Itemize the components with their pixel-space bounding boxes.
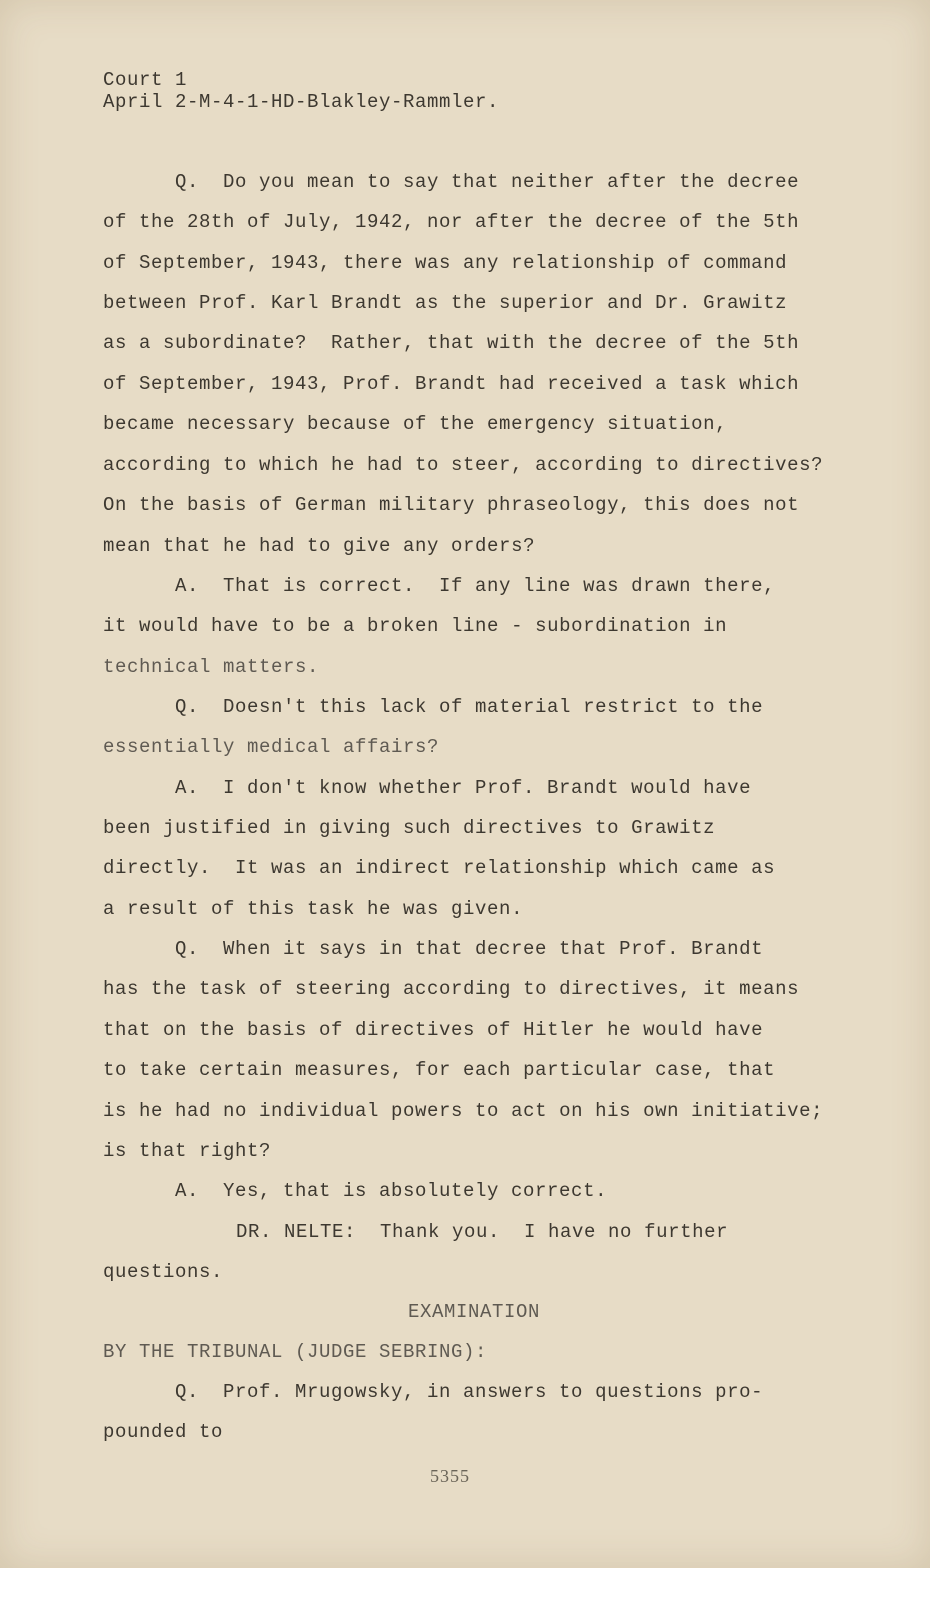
court-label: Court 1 [103,69,188,91]
transcript-line: it would have to be a broken line - subordination in [103,615,728,637]
transcript-line: A. That is correct. If any line was drawn there, [175,575,776,597]
transcript-line: is that right? [103,1140,272,1162]
transcript-line: been justified in giving such directives to Grawitz [103,817,716,839]
page-number: 5355 [430,1466,470,1486]
transcript-line: DR. NELTE: Thank you. I have no further [236,1221,729,1243]
transcript-line: according to which he had to steer, according to directives? [103,454,824,476]
section-heading: EXAMINATION [408,1301,541,1323]
transcript-line: as a subordinate? Rather, that with the decree of the 5th [103,332,800,354]
transcript-line: essentially medical affairs? [103,736,440,758]
session-reference: April 2-M-4-1-HD-Blakley-Rammler. [103,91,500,113]
section-subheading: BY THE TRIBUNAL (JUDGE SEBRING): [103,1341,488,1363]
transcript-line: A. I don't know whether Prof. Brandt would have [175,777,752,799]
transcript-line: Q. Doesn't this lack of material restrict to the [175,696,764,718]
transcript-line: On the basis of German military phraseology, this does not [103,494,800,516]
transcript-line: of September, 1943, there was any relationship of command [103,252,788,274]
transcript-line: to take certain measures, for each particular case, that [103,1059,776,1081]
transcript-line: pounded to [103,1421,224,1443]
transcript-line: Q. Prof. Mrugowsky, in answers to questions pro- [175,1381,764,1403]
transcript-line: of the 28th of July, 1942, nor after the decree of the 5th [103,211,800,233]
transcript-line: directly. It was an indirect relationship which came as [103,857,776,879]
transcript-line: became necessary because of the emergency situation, [103,413,728,435]
transcript-line: A. Yes, that is absolutely correct. [175,1180,608,1202]
transcript-line: questions. [103,1261,224,1283]
transcript-line: technical matters. [103,656,320,678]
transcript-line: that on the basis of directives of Hitler he would have [103,1019,764,1041]
page-margin [930,0,949,1600]
transcript-line: Q. When it says in that decree that Prof. Brandt [175,938,764,960]
transcript-line: is he had no individual powers to act on his own initiative; [103,1100,824,1122]
transcript-line: between Prof. Karl Brandt as the superior and Dr. Grawitz [103,292,788,314]
transcript-line: has the task of steering according to directives, it means [103,978,800,1000]
transcript-line: of September, 1943, Prof. Brandt had received a task which [103,373,800,395]
transcript-line: Q. Do you mean to say that neither after the decree [175,171,800,193]
transcript-line: mean that he had to give any orders? [103,535,536,557]
transcript-line: a result of this task he was given. [103,898,524,920]
